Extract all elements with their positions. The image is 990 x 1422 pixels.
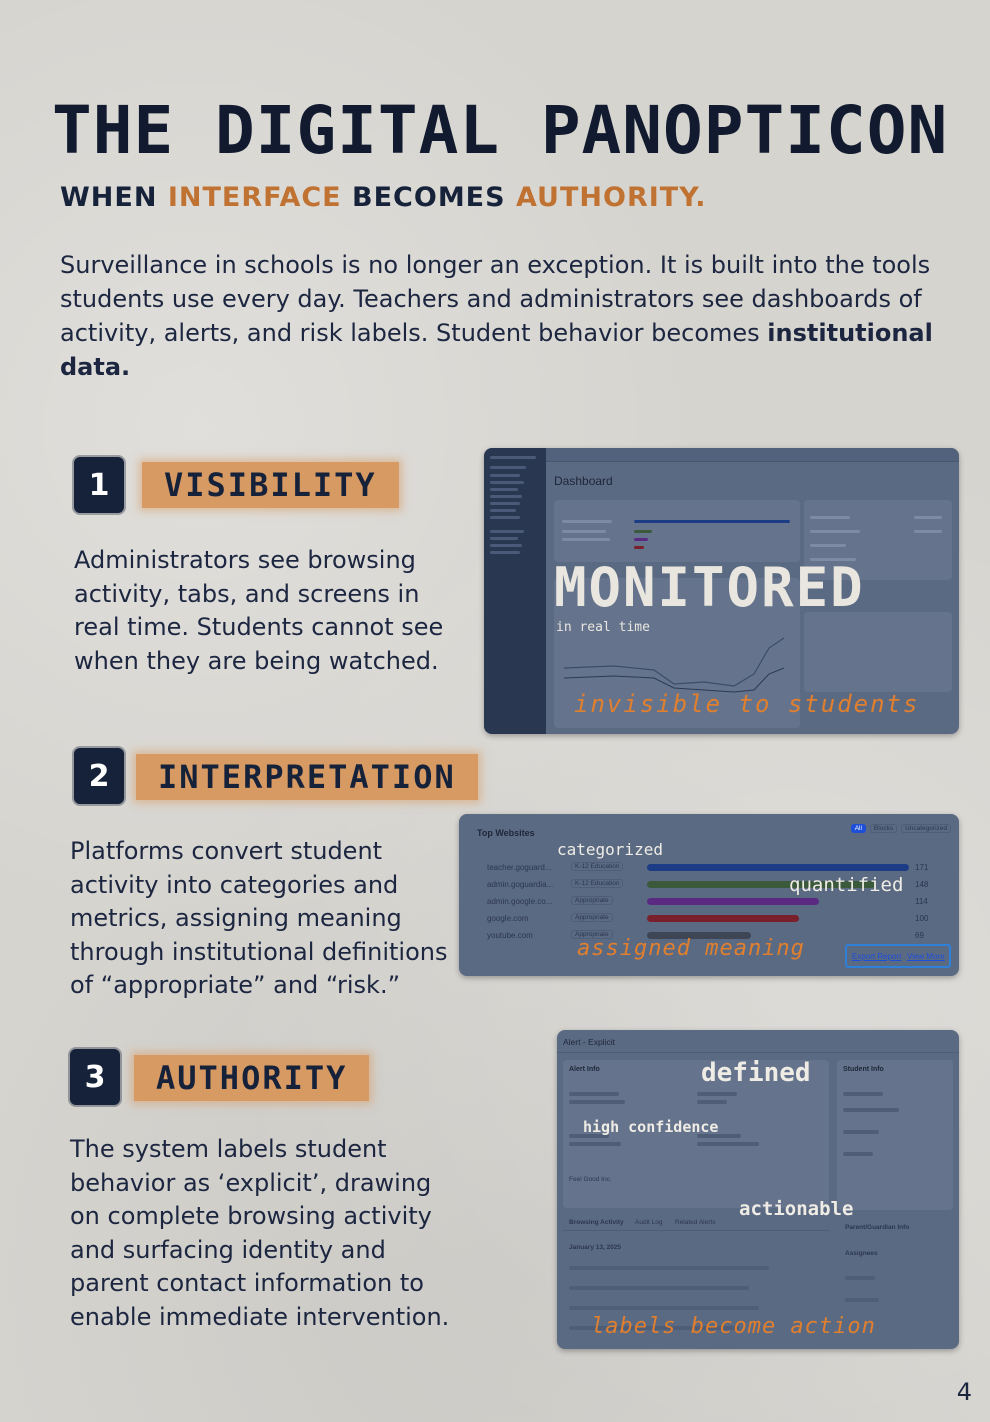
activity-date: January 13, 2025 xyxy=(569,1244,622,1251)
alert-mockup xyxy=(557,1030,959,1349)
overlay-assigned-meaning: assigned meaning xyxy=(577,936,805,961)
top-websites-card xyxy=(554,500,800,562)
page-title: THE DIGITAL PANOPTICON xyxy=(52,92,949,169)
filter-tab-blocks[interactable]: Blocks xyxy=(870,824,897,833)
section-2-body: Platforms convert student activity into categories and metrics, assigning meaning through institutional definitions of “appropriate” and “risk.” xyxy=(70,837,448,999)
intro-text: Surveillance in schools is no longer an exception. It is built into the tools students use every day. Teachers and administrators see dashboards of activity, alerts, and risk labels. Student behavior becomes xyxy=(60,251,931,347)
screenshot-dashboard xyxy=(484,448,959,734)
subtitle-accent-interface: INTERFACE xyxy=(167,182,342,213)
row-3-category: Appropriate xyxy=(571,896,613,905)
section-1-body: Administrators see browsing activity, tabs, and screens in real time. Students cannot see when they are being watched. xyxy=(74,546,444,675)
filter-tabs xyxy=(851,824,951,833)
parent-guardian-label[interactable]: Parent/Guardian Info xyxy=(845,1224,910,1231)
overlay-high-confidence: high confidence xyxy=(583,1118,719,1136)
overlay-defined: defined xyxy=(701,1058,811,1088)
screenshot-top-websites xyxy=(459,814,959,976)
triggers-value: Feel Good Inc. xyxy=(569,1176,612,1183)
export-report-link[interactable]: Export Report xyxy=(852,952,902,961)
intro-bold: institutional data. xyxy=(60,319,933,381)
overlay-quantified: quantified xyxy=(789,874,904,896)
overlay-in-real-time: in real time xyxy=(556,620,650,635)
subtitle-part-2: BECOMES xyxy=(341,182,516,213)
row-4-category: Appropriate xyxy=(571,913,613,922)
filter-tab-all[interactable]: All xyxy=(851,824,866,833)
row-4-visits: 100 xyxy=(915,914,929,923)
row-3-site: admin.google.co... xyxy=(487,897,553,906)
dashboard-sidebar xyxy=(484,448,546,734)
overlay-monitored: MONITORED xyxy=(554,556,865,619)
intro-paragraph xyxy=(60,248,940,384)
row-5-visits: 69 xyxy=(915,931,924,940)
row-2-site: admin.goguardia... xyxy=(487,880,554,889)
subtitle-accent-authority: AUTHORITY. xyxy=(515,182,707,213)
section-3-number: 3 xyxy=(70,1049,120,1105)
row-4-site: google.com xyxy=(487,914,529,923)
page-number: 4 xyxy=(956,1378,972,1406)
row-3-visits: 114 xyxy=(915,897,928,906)
row-2-visits: 148 xyxy=(915,880,929,889)
row-1-bar xyxy=(647,864,909,871)
alert-info-label: Alert Info xyxy=(569,1066,600,1073)
overlay-labels-become-action: labels become action xyxy=(591,1314,876,1339)
screenshot-alert-explicit xyxy=(557,1030,959,1349)
dashboard-topbar xyxy=(546,448,959,462)
row-4-bar xyxy=(647,915,799,922)
page-subtitle xyxy=(60,182,707,213)
section-3-body: The system labels student behavior as ‘explicit’, drawing on complete browsing activity and surfacing identity and parent contact information to enable immediate intervention. xyxy=(70,1135,450,1331)
row-1-site: teacher.goguard... xyxy=(487,863,552,872)
dashboard-mockup xyxy=(484,448,959,734)
subtitle-part-1: WHEN xyxy=(60,182,168,213)
row-5-site: youtube.com xyxy=(487,931,533,940)
row-1-category: K-12 Education xyxy=(571,862,623,871)
section-2-label: INTERPRETATION xyxy=(136,754,478,800)
section-2-number: 2 xyxy=(74,748,124,804)
overlay-invisible-to-students: invisible to students xyxy=(574,690,920,718)
top-websites-mockup xyxy=(459,814,959,976)
row-2-category: K-12 Education xyxy=(571,879,623,888)
tab-browsing-activity[interactable]: Browsing Activity xyxy=(569,1219,624,1226)
student-info-label: Student Info xyxy=(843,1066,884,1073)
overlay-categorized: categorized xyxy=(557,840,663,859)
view-more-link[interactable]: View More xyxy=(907,952,945,961)
section-1-label: VISIBILITY xyxy=(142,462,399,508)
overlay-actionable: actionable xyxy=(739,1198,854,1220)
student-info-card xyxy=(837,1060,953,1210)
export-actions-box xyxy=(845,944,951,968)
row-1-visits: 171 xyxy=(915,863,929,872)
assignees-label[interactable]: Assignees xyxy=(845,1250,878,1257)
top-websites-heading: Top Websites xyxy=(477,828,535,838)
row-5-category: Appropriate xyxy=(571,930,613,939)
filter-tab-uncategorized[interactable]: Uncategorized xyxy=(901,824,951,833)
dashboard-heading: Dashboard xyxy=(554,474,613,488)
tab-audit-log[interactable]: Audit Log xyxy=(635,1219,663,1226)
tab-related-alerts[interactable]: Related Alerts xyxy=(675,1219,716,1226)
section-1-number: 1 xyxy=(74,457,124,513)
filtering-practices-card xyxy=(804,612,952,692)
section-3-label: AUTHORITY xyxy=(134,1055,369,1101)
alert-heading: Alert - Explicit xyxy=(563,1037,615,1047)
row-3-bar xyxy=(647,898,819,905)
